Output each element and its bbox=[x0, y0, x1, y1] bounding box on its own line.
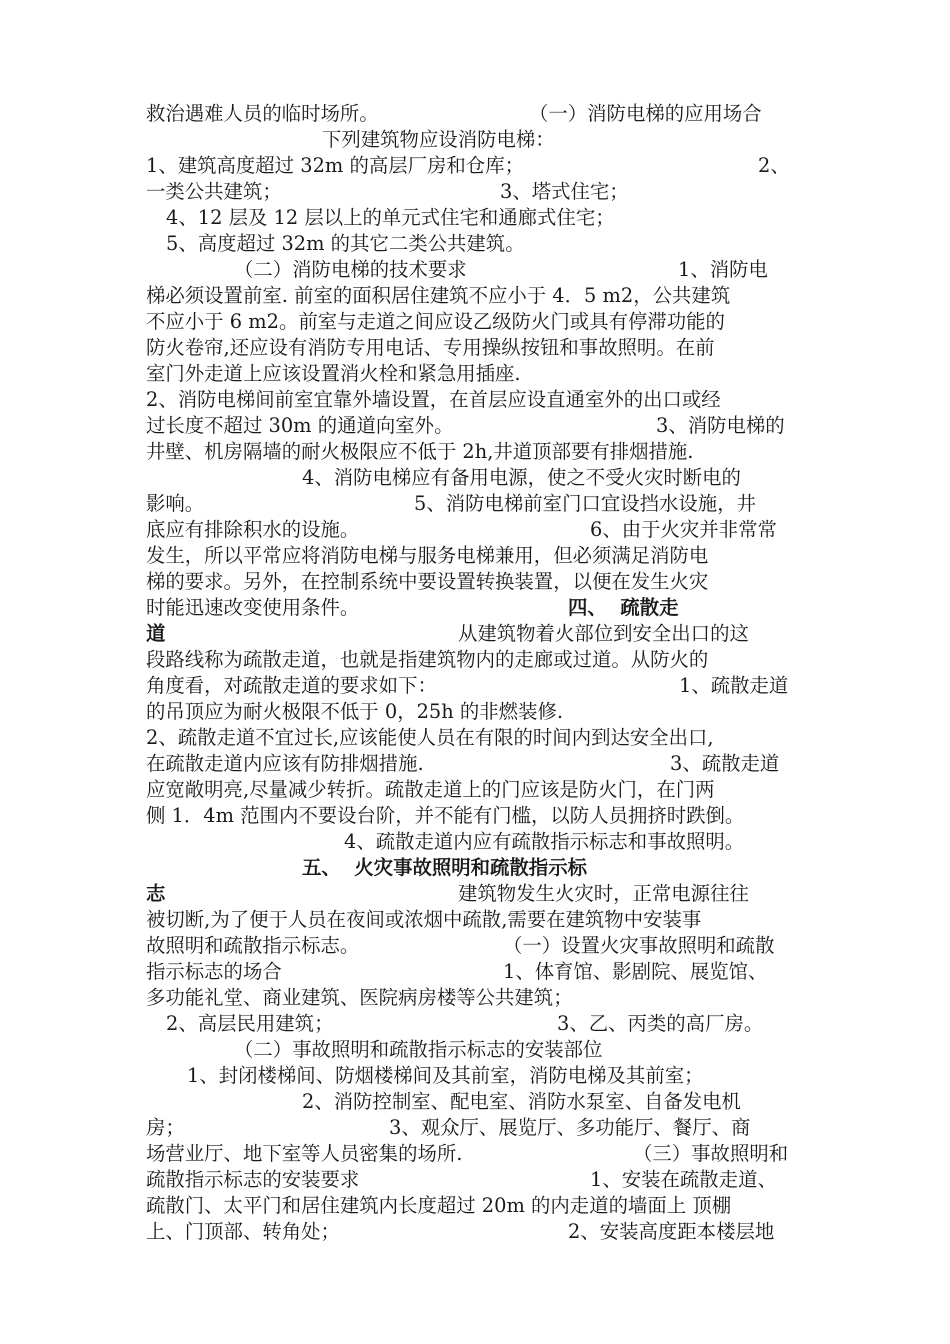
body-text-line: 2、消防控制室、配电室、消防水泵室、自备发电机 bbox=[302, 1090, 741, 1113]
body-text-line: 梯必须设置前室. 前室的面积居住建筑不应小于 4．5 m2，公共建筑 bbox=[146, 284, 731, 307]
body-text-line: 1、建筑高度超过 32m 的高层厂房和仓库； bbox=[146, 154, 524, 177]
body-text-line: 发生，所以平常应将消防电梯与服务电梯兼用，但必须满足消防电 bbox=[146, 544, 709, 567]
body-text-line: 角度看，对疏散走道的要求如下： bbox=[146, 674, 437, 697]
body-text-line: 2、安装高度距本楼层地 bbox=[568, 1220, 775, 1243]
body-text-line: 疏散门、太平门和居住建筑内长度超过 20m 的内走道的墙面上 顶棚 bbox=[146, 1194, 732, 1217]
body-text-line: 3、乙、丙类的高厂房。 bbox=[557, 1012, 764, 1035]
body-text-line: 场营业厅、地下室等人员密集的场所. bbox=[146, 1142, 463, 1165]
body-text-line: 防火卷帘,还应设有消防专用电话、专用操纵按钮和事故照明。在前 bbox=[146, 336, 715, 359]
body-text-line: （一）消防电梯的应用场合 bbox=[529, 102, 762, 125]
body-text-line: 侧 1．4m 范围内不要设台阶，并不能有门槛，以防人员拥挤时跌倒。 bbox=[146, 804, 745, 827]
body-text-line: 室门外走道上应该设置消火栓和紧急用插座. bbox=[146, 362, 521, 385]
body-text-line: （一）设置火灾事故照明和疏散 bbox=[503, 934, 775, 957]
body-text-line: 5、消防电梯前室门口宜设挡水设施，井 bbox=[414, 492, 756, 515]
body-text-line: 4、12 层及 12 层以上的单元式住宅和通廊式住宅； bbox=[166, 206, 615, 229]
body-text-line: （三）事故照明和 bbox=[633, 1142, 789, 1165]
body-text-line: 1、封闭楼梯间、防烟楼梯间及其前室，消防电梯及其前室； bbox=[187, 1064, 704, 1087]
body-text-line: 建筑物发生火灾时，正常电源往往 bbox=[458, 882, 749, 905]
body-text-line: 2、消防电梯间前室宜靠外墙设置，在首层应设直通室外的出口或经 bbox=[146, 388, 721, 411]
body-text-line: 2、高层民用建筑； bbox=[166, 1012, 334, 1035]
body-text-line: 下列建筑物应设消防电梯： bbox=[322, 128, 555, 151]
body-text-line: 1、消防电 bbox=[678, 258, 768, 281]
body-text-line: 在疏散走道内应该有防排烟措施. bbox=[146, 752, 424, 775]
body-text-line: 1、体育馆、影剧院、展览馆、 bbox=[503, 960, 768, 983]
body-text-line: 时能迅速改变使用条件。 bbox=[146, 596, 360, 619]
body-text-line: 救治遇难人员的临时场所。 bbox=[146, 102, 379, 125]
body-text-line: 被切断,为了便于人员在夜间或浓烟中疏散,需要在建筑物中安装事 bbox=[146, 908, 702, 931]
body-text-line: 5、高度超过 32m 的其它二类公共建筑。 bbox=[166, 232, 525, 255]
body-text-line: 段路线称为疏散走道，也就是指建筑物内的走廊或过道。从防火的 bbox=[146, 648, 709, 671]
body-text-line: 疏散指示标志的安装要求 bbox=[146, 1168, 360, 1191]
body-text-line: 从建筑物着火部位到安全出口的这 bbox=[458, 622, 749, 645]
body-text-line: 4、消防电梯应有备用电源，使之不受火灾时断电的 bbox=[302, 466, 741, 489]
body-text-line: 3、观众厅、展览厅、多功能厅、餐厅、商 bbox=[389, 1116, 751, 1139]
body-text-line: 影响。 bbox=[146, 492, 205, 515]
body-text-line: 4、疏散走道内应有疏散指示标志和事故照明。 bbox=[344, 830, 745, 853]
body-text-line: 3、疏散走道 bbox=[670, 752, 780, 775]
body-text-line: 底应有排除积水的设施。 bbox=[146, 518, 360, 541]
body-text-line: 3、塔式住宅； bbox=[500, 180, 629, 203]
body-text-line: 3、消防电梯的 bbox=[656, 414, 785, 437]
body-text-line: （二）消防电梯的技术要求 bbox=[234, 258, 467, 281]
body-text-line: 梯的要求。另外，在控制系统中要设置转换装置，以便在发生火灾 bbox=[146, 570, 709, 593]
body-text-line: 一类公共建筑； bbox=[146, 180, 282, 203]
section-heading-text: 五、 火灾事故照明和疏散指示标 bbox=[302, 856, 587, 879]
section-heading-text: 四、 疏散走 bbox=[568, 596, 679, 619]
section-heading-text: 道 bbox=[146, 622, 166, 645]
body-text-line: 的吊顶应为耐火极限不低于 0，25h 的非燃装修. bbox=[146, 700, 564, 723]
body-text-line: 指示标志的场合 bbox=[146, 960, 282, 983]
body-text-line: 井壁、机房隔墙的耐火极限应不低于 2h,井道顶部要有排烟措施. bbox=[146, 440, 694, 463]
body-text-line: 6、由于火灾并非常常 bbox=[590, 518, 777, 541]
body-text-line: 应宽敞明亮,尽量减少转折。疏散走道上的门应该是防火门，在门两 bbox=[146, 778, 715, 801]
section-heading-text: 志 bbox=[146, 882, 166, 905]
body-text-line: 故照明和疏散指示标志。 bbox=[146, 934, 360, 957]
body-text-line: 1、安装在疏散走道、 bbox=[590, 1168, 777, 1191]
body-text-line: 不应小于 6 m2。前室与走道之间应设乙级防火门或具有停滞功能的 bbox=[146, 310, 725, 333]
body-text-line: 1、疏散走道 bbox=[679, 674, 789, 697]
body-text-line: 多功能礼堂、商业建筑、医院病房楼等公共建筑； bbox=[146, 986, 573, 1009]
body-text-line: 房； bbox=[146, 1116, 185, 1139]
body-text-line: 2、疏散走道不宜过长,应该能使人员在有限的时间内到达安全出口, bbox=[146, 726, 714, 749]
body-text-line: 2、 bbox=[758, 154, 790, 177]
body-text-line: 过长度不超过 30m 的通道向室外。 bbox=[146, 414, 454, 437]
body-text-line: 上、门顶部、转角处； bbox=[146, 1220, 340, 1243]
body-text-line: （二）事故照明和疏散指示标志的安装部位 bbox=[234, 1038, 603, 1061]
